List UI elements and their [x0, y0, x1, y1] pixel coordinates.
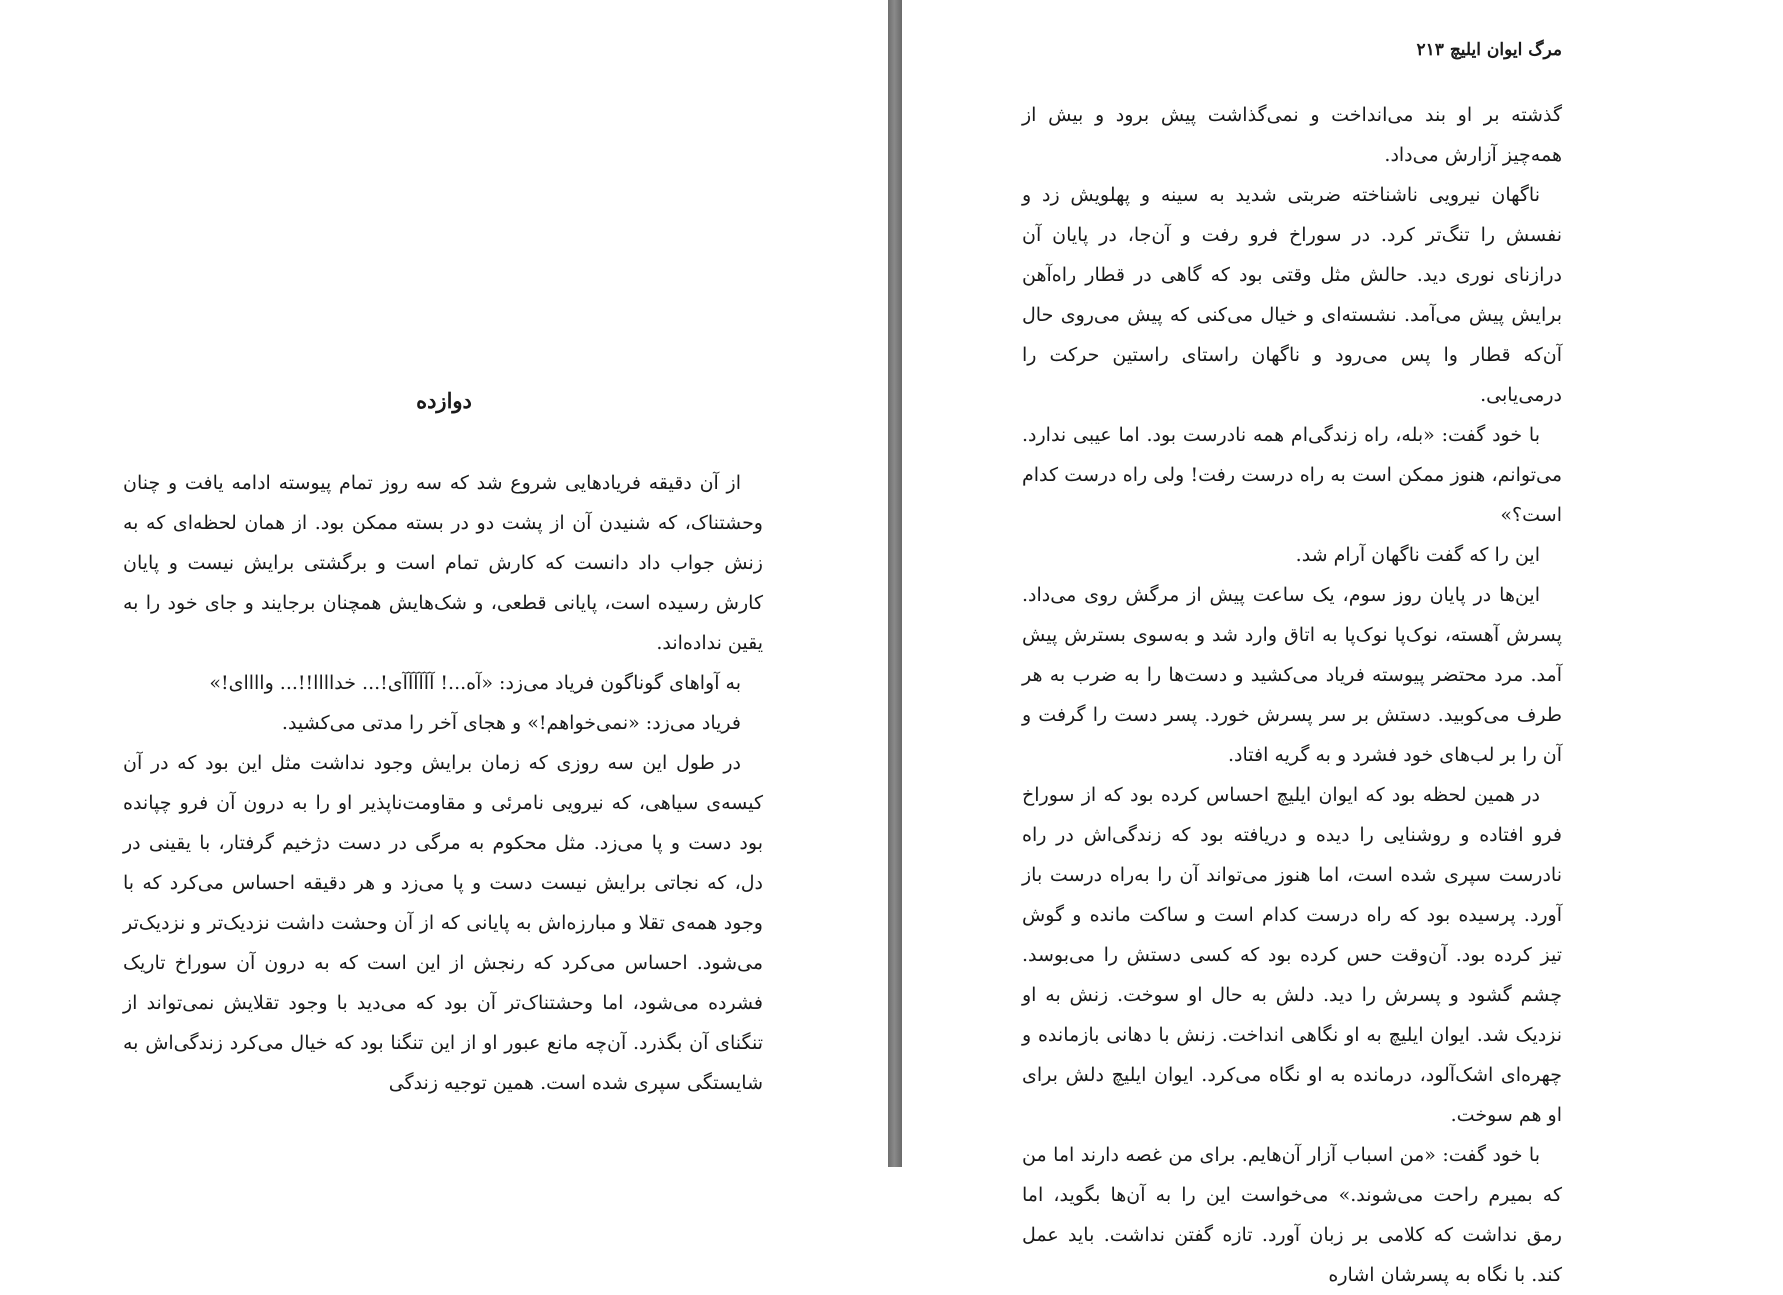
paragraph: به آواهای گوناگون فریاد می‌زد: «آه...! آآآآآآی!... خداااا!!... واااای!» [209, 672, 741, 694]
paragraph: فریاد می‌زد: «نمی‌خواهم!» و هجای آخر را مدتی می‌کشید. [281, 712, 741, 734]
page-number: ۲۱۳ [1416, 40, 1444, 60]
paragraph: در طول این سه روزی که زمان برایش وجود نداشت مثل این بود که در آن کیسه‌ی سیاهی، که نیرویی نامرئی و مقاومت‌ناپذیر او را به درون آن فرو چپانده بود دست و پا می‌زد. مثل محکوم به مرگی در دست دژخیم گرفتار، با یقینی در دل، که نجاتی برایش نیست دست و پا می‌زد و هر دقیقه احساس می‌کرد که با وجود همه‌ی تقلا و مبارزه‌اش به پایانی که از آن وحشت داشت نزدیک‌تر و نزدیک‌تر می‌شود. احساس می‌کرد که رنجش از این است که به درون آن سوراخ تاریک فشرده می‌شود، اما وحشتناک‌تر آن بود که می‌دید با وجود تقلایش نمی‌تواند از تنگنای آن بگذرد. آن‌چه مانع عبور او از این تنگنا بود که خیال می‌کرد زندگی‌اش به شایستگی سپری شده است. همین توجیه زندگی [123, 752, 763, 1094]
right-page [902, 0, 1783, 1286]
left-page-body [123, 463, 763, 1103]
paragraph: ناگهان نیرویی ناشناخته ضربتی شدید به سینه و پهلویش زد و نفسش را تنگ‌تر کرد. در سوراخ فرو رفت و آن‌جا، در پایان آن درازنای نوری دید. حالش مثل وقتی بود که گاهی در قطار راه‌آهن برایش پیش می‌آمد. نشسته‌ای و خیال می‌کنی که پیش می‌روی حال آن‌که قطار وا پس می‌رود و ناگهان راستای راستین حرکت را درمی‌یابی. [1022, 184, 1562, 406]
paragraph: با خود گفت: «بله، راه زندگی‌ام همه نادرست بود. اما عیبی ندارد. می‌توانم، هنوز ممکن است به راه درست رفت! ولی راه درست کدام است؟» [1022, 424, 1562, 526]
right-page-body [1022, 95, 1562, 1295]
paragraph: از آن دقیقه فریادهایی شروع شد که سه روز تمام پیوسته ادامه یافت و چنان وحشتناک، که شنیدن آن از پشت دو در بسته ممکن بود. از همان لحظه‌ای که به زنش جواب داد دانست که کارش تمام است و برگشتی برایش نیست و پایان کارش رسیده است، پایانی قطعی، و شک‌هایش همچنان برجایند و جای خود را به یقین نداده‌اند. [123, 472, 763, 654]
book-gutter [888, 0, 902, 1167]
running-head-title: مرگ ایوان ایلیچ [1449, 40, 1562, 60]
chapter-title: دوازده [416, 388, 472, 413]
paragraph: در همین لحظه بود که ایوان ایلیچ احساس کرده بود که از سوراخ فرو افتاده و روشنایی را دیده و دریافته بود که زندگی‌اش در راه نادرست سپری شده است، اما هنوز می‌تواند آن را به‌راه درست باز آورد. پرسیده بود که راه درست کدام است و ساکت مانده و گوش تیز کرده بود. آن‌وقت حس کرده بود که کسی دستش را می‌بوسد. چشم گشود و پسرش را دید. دلش به حال او سوخت. زنش به او نزدیک شد. ایوان ایلیچ به او نگاهی انداخت. زنش با دهانی بازمانده و چهره‌ای اشک‌آلود، درمانده به او نگاه می‌کرد. ایوان ایلیچ دلش برای او هم سوخت. [1022, 784, 1562, 1126]
paragraph: این را که گفت ناگهان آرام شد. [1295, 544, 1540, 566]
paragraph: گذشته بر او بند می‌انداخت و نمی‌گذاشت پیش برود و بیش از همه‌چیز آزارش می‌داد. [1022, 104, 1562, 166]
paragraph: این‌ها در پایان روز سوم، یک ساعت پیش از مرگش روی می‌داد. پسرش آهسته، نوک‌پا نوک‌پا به اتاق وارد شد و به‌سوی بسترش پیش آمد. مرد محتضر پیوسته فریاد می‌کشید و دست‌ها را به ضرب به هر طرف می‌کوبید. دستش بر سر پسرش خورد. پسر دست را گرفت و آن را بر لب‌های خود فشرد و به گریه افتاد. [1022, 584, 1562, 766]
left-page [0, 0, 888, 1167]
running-head [1022, 40, 1562, 60]
paragraph: با خود گفت: «من اسباب آزار آن‌هایم. برای من غصه دارند اما من که بمیرم راحت می‌شوند.» می‌خواست این را به آن‌ها بگوید، اما رمق نداشت که کلامی بر زبان آورد. تازه گفتن نداشت. باید عمل کند. با نگاه به پسرشان اشاره [1022, 1144, 1562, 1286]
